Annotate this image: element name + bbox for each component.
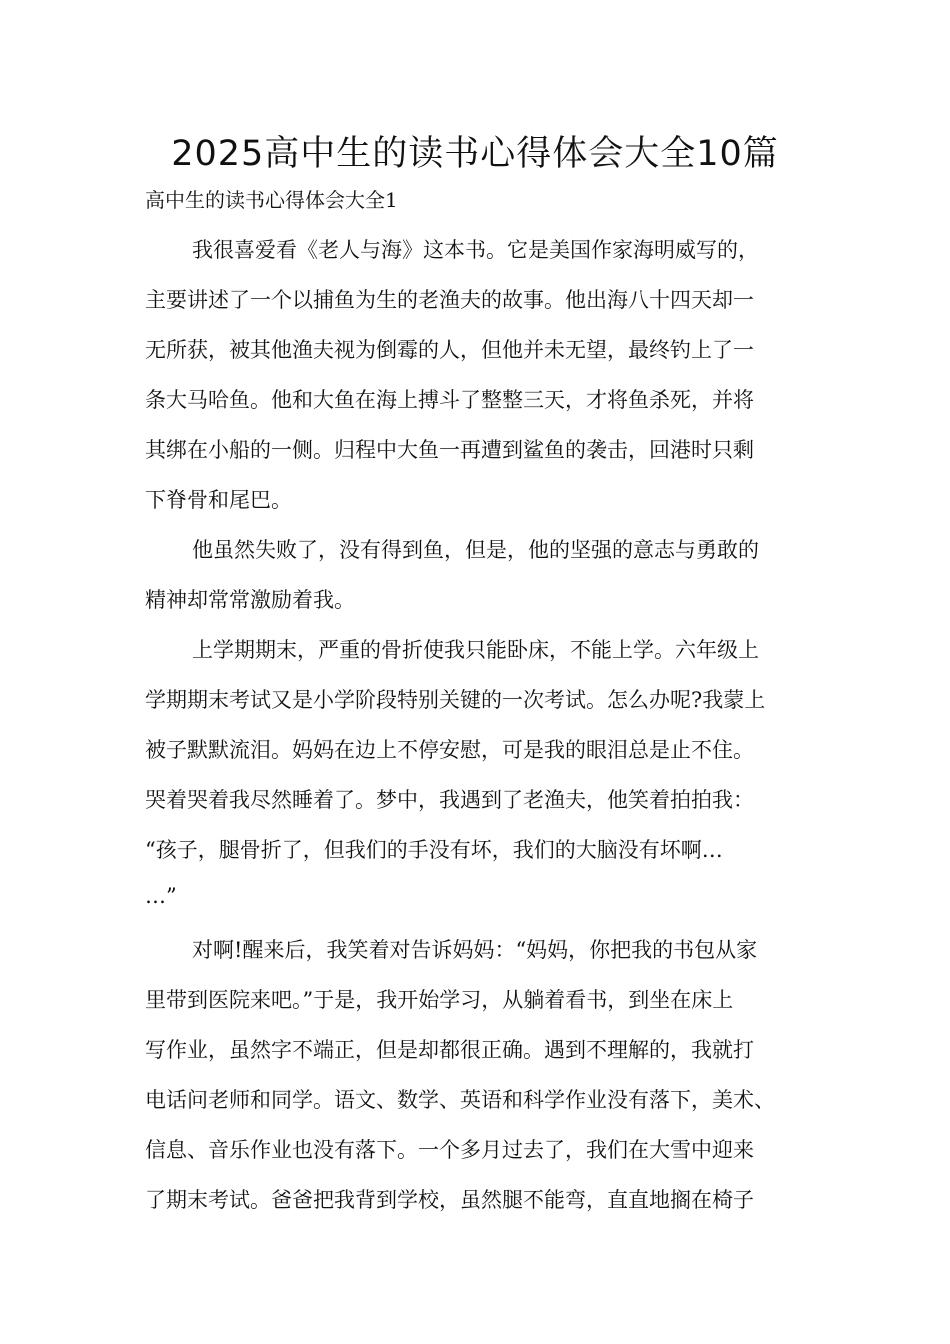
section-heading: 高中生的读书心得体会大全1 bbox=[145, 188, 398, 212]
paragraph-line: 条大马哈鱼。他和大鱼在海上搏斗了整整三天，才将鱼杀死，并将 bbox=[145, 388, 754, 412]
paragraph-line: 我很喜爱看《老人与海》这本书。它是美国作家海明威写的， bbox=[192, 238, 759, 262]
paragraph-line: 了期末考试。爸爸把我背到学校，虽然腿不能弯，直直地搁在椅子 bbox=[145, 1188, 754, 1212]
document-title: 2025高中生的读书心得体会大全10篇 bbox=[171, 134, 779, 174]
paragraph-line: 下脊骨和尾巴。 bbox=[145, 488, 292, 512]
paragraph-line: 电话问老师和同学。语文、数学、英语和科学作业没有落下，美术、 bbox=[145, 1088, 775, 1112]
paragraph-line: 上学期期末，严重的骨折使我只能卧床，不能上学。六年级上 bbox=[192, 638, 759, 662]
paragraph-line: 精神却常常激励着我。 bbox=[145, 588, 355, 612]
paragraph-line: 主要讲述了一个以捕鱼为生的老渔夫的故事。他出海八十四天却一 bbox=[145, 288, 754, 312]
paragraph-line: 对啊!醒来后，我笑着对告诉妈妈：“妈妈，你把我的书包从家 bbox=[192, 938, 758, 962]
paragraph-line: 其绑在小船的一侧。归程中大鱼一再遭到鲨鱼的袭击，回港时只剩 bbox=[145, 438, 754, 462]
paragraph-line: …” bbox=[145, 884, 177, 908]
paragraph-line: 学期期末考试又是小学阶段特别关键的一次考试。怎么办呢?我蒙上 bbox=[145, 688, 766, 712]
paragraph-line: “孩子，腿骨折了，但我们的手没有坏，我们的大脑没有坏啊… bbox=[145, 838, 723, 862]
paragraph-line: 信息、音乐作业也没有落下。一个多月过去了，我们在大雪中迎来 bbox=[145, 1138, 754, 1162]
paragraph-line: 写作业，虽然字不端正，但是却都很正确。遇到不理解的，我就打 bbox=[145, 1038, 754, 1062]
paragraph-line: 他虽然失败了，没有得到鱼，但是，他的坚强的意志与勇敢的 bbox=[192, 538, 759, 562]
paragraph-line: 无所获，被其他渔夫视为倒霉的人，但他并未无望，最终钓上了一 bbox=[145, 338, 754, 362]
paragraph-line: 里带到医院来吧。”于是，我开始学习，从躺着看书，到坐在床上 bbox=[145, 988, 734, 1012]
paragraph-line: 被子默默流泪。妈妈在边上不停安慰，可是我的眼泪总是止不住。 bbox=[145, 738, 754, 762]
paragraph-line: 哭着哭着我尽然睡着了。梦中，我遇到了老渔夫，他笑着拍拍我： bbox=[145, 788, 754, 812]
